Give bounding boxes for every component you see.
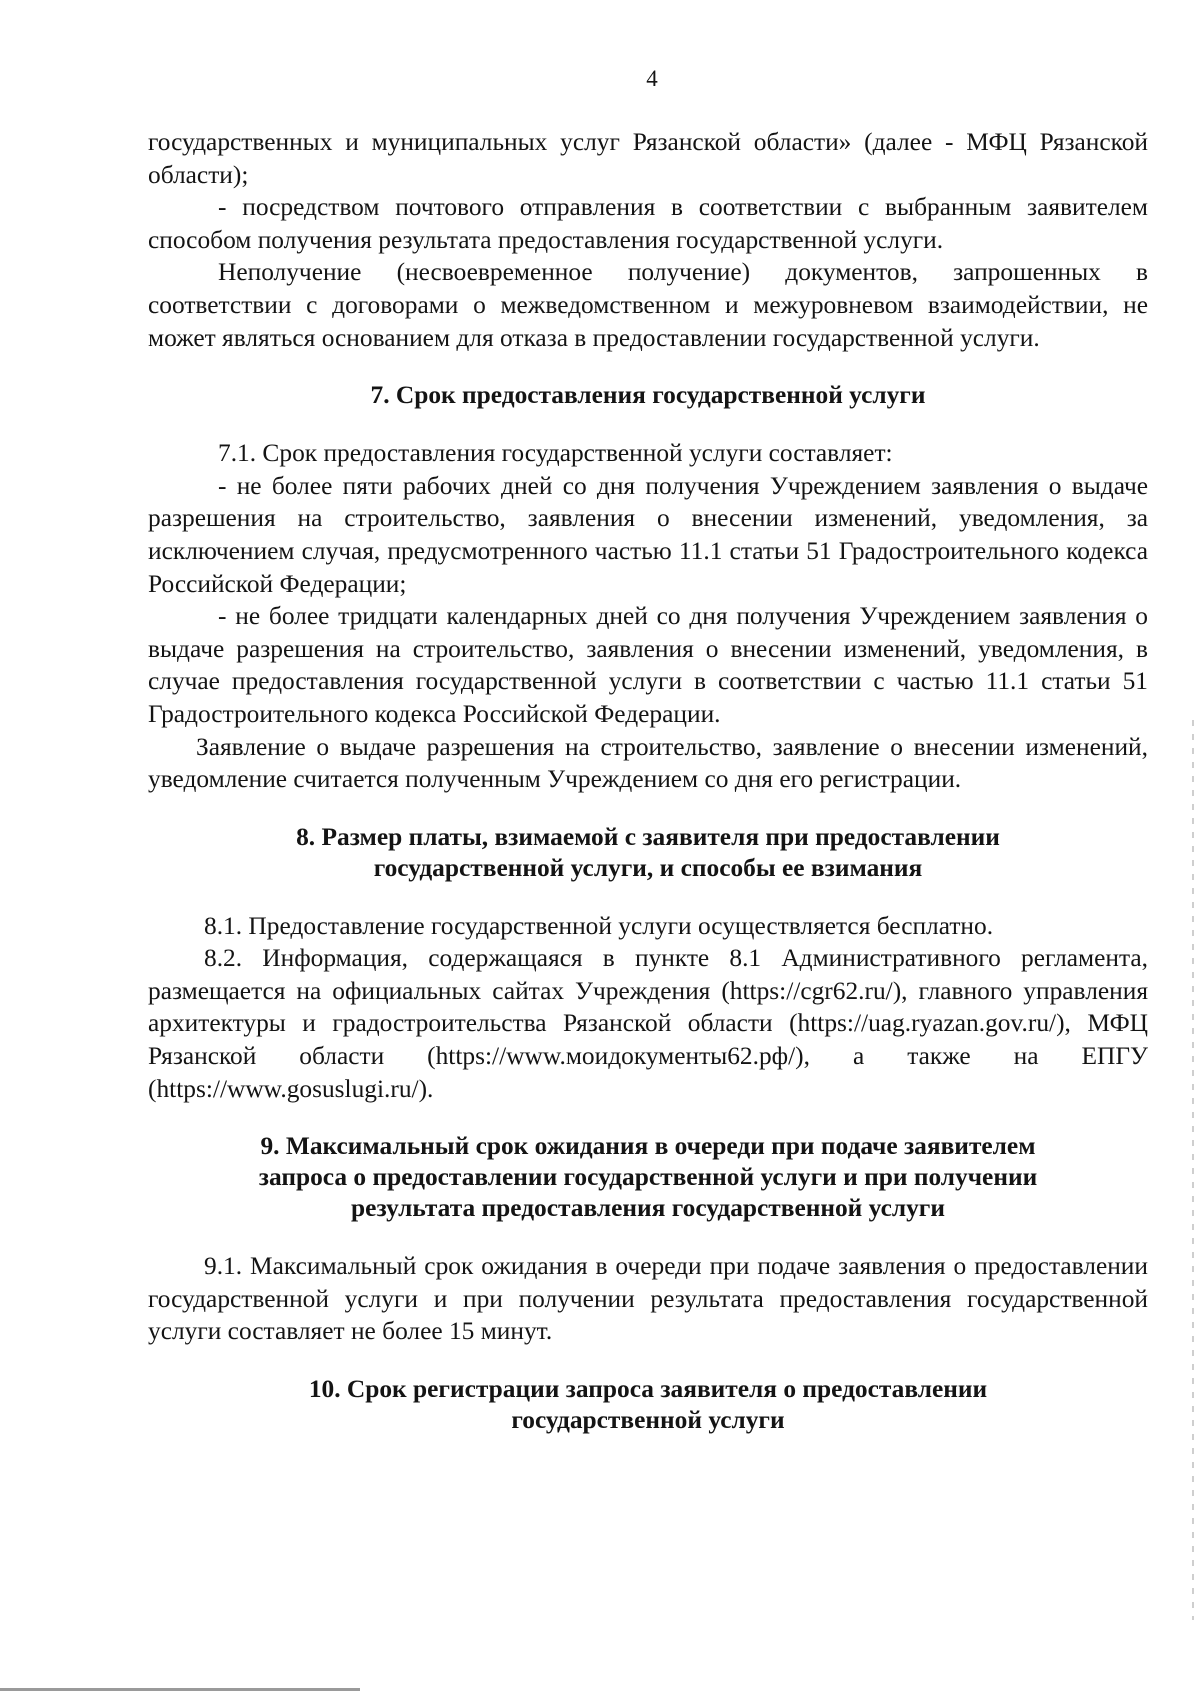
section-7-item-five-days: - не более пяти рабочих дней со дня получения Учреждением заявления о выдаче разрешения на строительство, заявления о внесении изменений, уведомления, за исключением случая, предусмотренного частью 11.1 статьи 51 Градостроительного кодекса Российской Федерации;: [148, 471, 1148, 598]
page-number: 4: [646, 66, 658, 91]
scan-edge-artifact-bottom: [0, 1688, 360, 1691]
section-10-title: [148, 1374, 1148, 1436]
scan-edge-artifact-right: [1192, 720, 1194, 1620]
document-body: [148, 126, 1148, 1436]
section-9-title-line-3: результата предоставления государственной услуги: [351, 1194, 945, 1223]
section-9-1: 9.1. Максимальный срок ожидания в очереди при подаче заявления о предоставлении государственной услуги и при получении результата предоставления государственной услуги составляет не более 15 минут.: [148, 1252, 1148, 1346]
section-8-title-line-2: государственной услуги, и способы ее взимания: [373, 853, 923, 882]
section-10-title-line-1: 10. Срок регистрации запроса заявителя о предоставлении: [308, 1375, 988, 1404]
section-9-title-line-1: 9. Максимальный срок ожидания в очереди при подаче заявителем: [260, 1132, 1036, 1161]
section-7-title: 7. Срок предоставления государственной услуги: [370, 381, 926, 410]
section-10-title-line-2: государственной услуги: [511, 1406, 785, 1435]
section-9-title: [148, 1131, 1148, 1224]
section-8-title: [148, 822, 1148, 884]
paragraph-mfc-continuation: государственных и муниципальных услуг Рязанской области» (далее - МФЦ Рязанской области);: [148, 128, 1148, 189]
section-8-title-line-1: 8. Размер платы, взимаемой с заявителя при предоставлении: [296, 822, 1000, 851]
section-8-2: 8.2. Информация, содержащаяся в пункте 8.1 Административного регламента, размещается на официальных сайтах Учреждения (https://cgr62.ru/), главного управления архитектуры и градостроительства Рязанской области (https://uag.ryazan.gov.ru/), МФЦ Рязанской области (https://www.моидокументы62.рф/), а также на ЕПГУ (https://www.gosuslugi.ru/).: [148, 944, 1148, 1103]
section-7-1: 7.1. Срок предоставления государственной услуги составляет:: [218, 439, 893, 468]
section-7-item-thirty-days: - не более тридцати календарных дней со дня получения Учреждением заявления о выдаче разрешения на строительство, заявления о внесении изменений, уведомления, в случае предоставления государственной услуги в соответствии с частью 11.1 статьи 51 Градостроительного кодекса Российской Федерации.: [148, 602, 1148, 728]
section-8-1: 8.1. Предоставление государственной услуги осуществляется бесплатно.: [204, 911, 994, 940]
paragraph-postal-delivery: - посредством почтового отправления в соответствии с выбранным заявителем способом получения результата предоставления государственной услуги.: [148, 193, 1148, 254]
section-7-registration-note: Заявление о выдаче разрешения на строительство, заявление о внесении изменений, уведомление считается полученным Учреждением со дня его регистрации.: [148, 732, 1148, 794]
section-9-title-line-2: запроса о предоставлении государственной услуги и при получении: [258, 1163, 1038, 1192]
paragraph-non-receipt: Неполучение (несвоевременное получение) документов, запрошенных в соответствии с договорами о межведомственном и межуровневом взаимодействии, не может являться основанием для отказа в предоставлении государственной услуги.: [148, 258, 1148, 352]
